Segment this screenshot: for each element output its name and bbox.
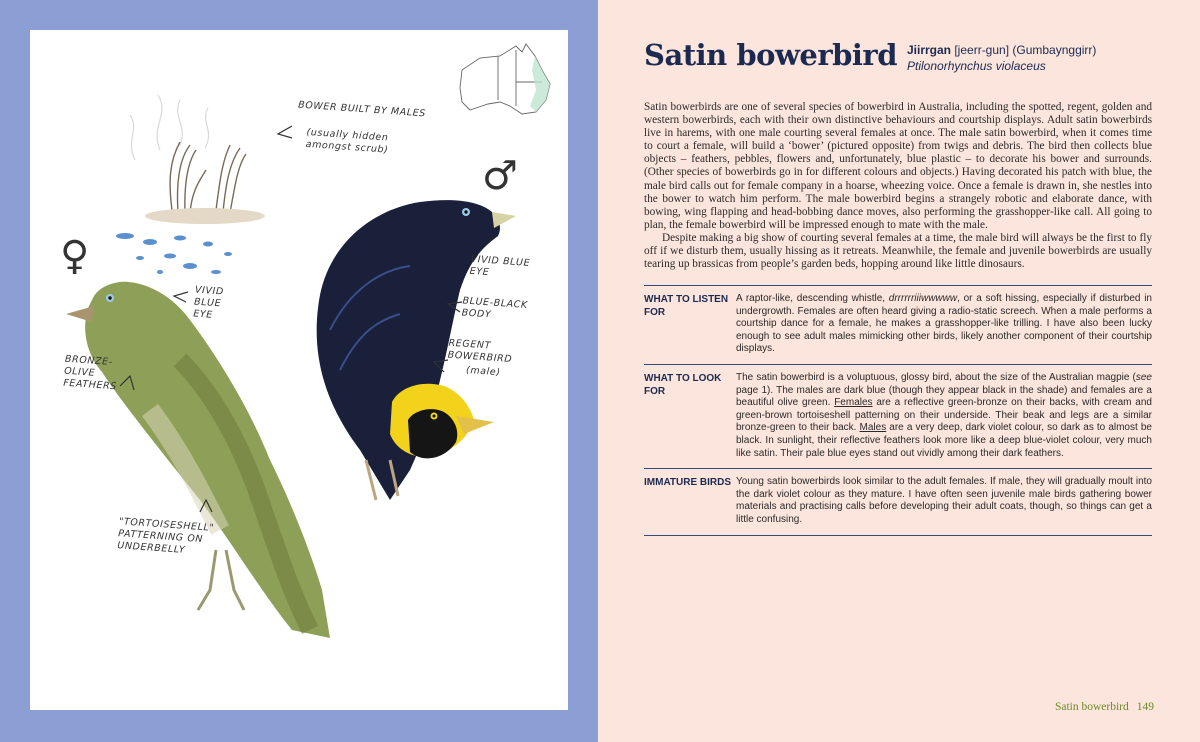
right-page (598, 0, 1200, 742)
blue-objects (116, 233, 232, 274)
map-range-shading (530, 56, 550, 112)
species-names (907, 42, 1096, 74)
running-title: Satin bowerbird (1054, 701, 1129, 713)
info-label-listen: WHAT TO LISTEN FOR (644, 294, 729, 318)
info-text-listen: A raptor-like, descending whistle, drrrrrriiiwwwww, or a soft hissing, especially if disturbed in undergrowth. Females are often heard giving a radio-static screech. When a male performs a courtship dance for a female, he makes a grasshopper-like trilling. I have also been lucky enough to see adult males mimicking other birds, likely another component of their courtship displays. (736, 293, 1152, 355)
page-number: 149 (1136, 701, 1154, 713)
info-text-immature: Young satin bowerbirds look similar to the adult females. If male, they will gradually moult into the dark violet colour as they mature. I have often seen juvenile male birds gathering bower materials and practising calls before developing their adult coats, though, so things can get a little confusing. (736, 476, 1152, 525)
info-row-look (644, 364, 1152, 468)
info-row-listen (644, 285, 1152, 364)
female-satin-bowerbird (66, 282, 330, 638)
info-label-immature: IMMATURE BIRDS (644, 477, 732, 489)
body-paragraph-1: Satin bowerbirds are one of several species of bowerbird in Australia, including the spotted, regent, golden and western bowerbirds, each with their own distinctive behaviours and courtship displays. Adult satin bowerbirds live in harems, with one male courting several females at once. The male satin bowerbird, when it comes time to court a female, will build a ‘bower’ (pictured opposite) from twigs and debris. The bird then collects blue objects – feathers, pebbles, flowers and, unfortunately, blue plastic – to decorate his bower and surrounds. (Other species of bowerbirds go in for different colours and objects.) Having decorated his patch with blue, the male bird calls out for female company in a hoarse, wheezing voice. Once a female is drawn in, she nestles into the bower to watch him perform. The male bowerbird begins a strangely robotic and elaborate dance, with bowing, wing flapping and head-bobbing dance moves, also performing the grasshopper-like call. All going to plan, the female bowerbird will be impressed enough to mate with the male. (644, 101, 1152, 231)
note-bower-sub: (usually hidden amongst scrub) (305, 126, 389, 156)
bower-ground (145, 208, 265, 224)
note-bower: BOWER BUILT BY MALES (297, 99, 427, 120)
bower (170, 142, 246, 213)
left-page (0, 0, 598, 742)
regent-bowerbird-head (390, 384, 494, 459)
male-symbol: ♂ (482, 153, 518, 199)
female-symbol: ♀ (60, 233, 90, 279)
body-paragraph-2: Despite making a big show of courting several females at a time, the male bird will always be the first to fly off if we disturb them, usually hissing as it retreats. Meanwhile, the female and juvenile bowerbirds are usually tearing up brassicas from people’s garden beds, hopping around like little dinosaurs. (644, 231, 1152, 271)
note-male-body: BLUE-BLACK BODY (461, 295, 529, 321)
info-table (644, 285, 1152, 536)
info-row-immature (644, 468, 1152, 535)
note-tortoiseshell: "TORTOISESHELL" PATTERNING ON UNDERBELLY (116, 516, 215, 556)
note-male-eye: VIVID BLUE EYE (469, 253, 531, 279)
scientific-name: Ptilonorhynchus violaceus (907, 59, 1046, 73)
bower-wisps (130, 95, 209, 160)
page-title: Satin bowerbird (644, 38, 897, 72)
note-feathers: BRONZE-OLIVE FEATHERS (62, 353, 118, 393)
illustration-sheet (30, 30, 568, 710)
page-footer (1055, 701, 1154, 713)
info-label-look: WHAT TO LOOK FOR (644, 372, 722, 397)
body-text (644, 101, 1152, 271)
local-name-pronunciation: [jeerr-gun] (Gumbaynggirr) (951, 43, 1097, 57)
note-regent: REGENT BOWERBIRD (447, 337, 513, 366)
info-text-look: The satin bowerbird is a voluptuous, glossy bird, about the size of the Australian magpie (see page 1). The males are dark blue (though they appear black in the shade) and females are a beautiful olive green. Females are a reflective green-bronze on their backs, with cream and green-brown tortoiseshell patterning on their underside. Their beak and legs are a similar bronze-green to their back. Males are a very deep, dark violet colour, so dark as to almost be black. In sunlight, their reflective feathers look more like a deep blue-violet colour, very much like satin. Their pale blue eyes stand out vividly among their dark feathers. (736, 371, 1152, 459)
local-name: Jiirrgan (907, 43, 952, 57)
note-female-eye: VIVID BLUE EYE (192, 284, 225, 321)
note-regent-sub: (male) (465, 364, 501, 379)
